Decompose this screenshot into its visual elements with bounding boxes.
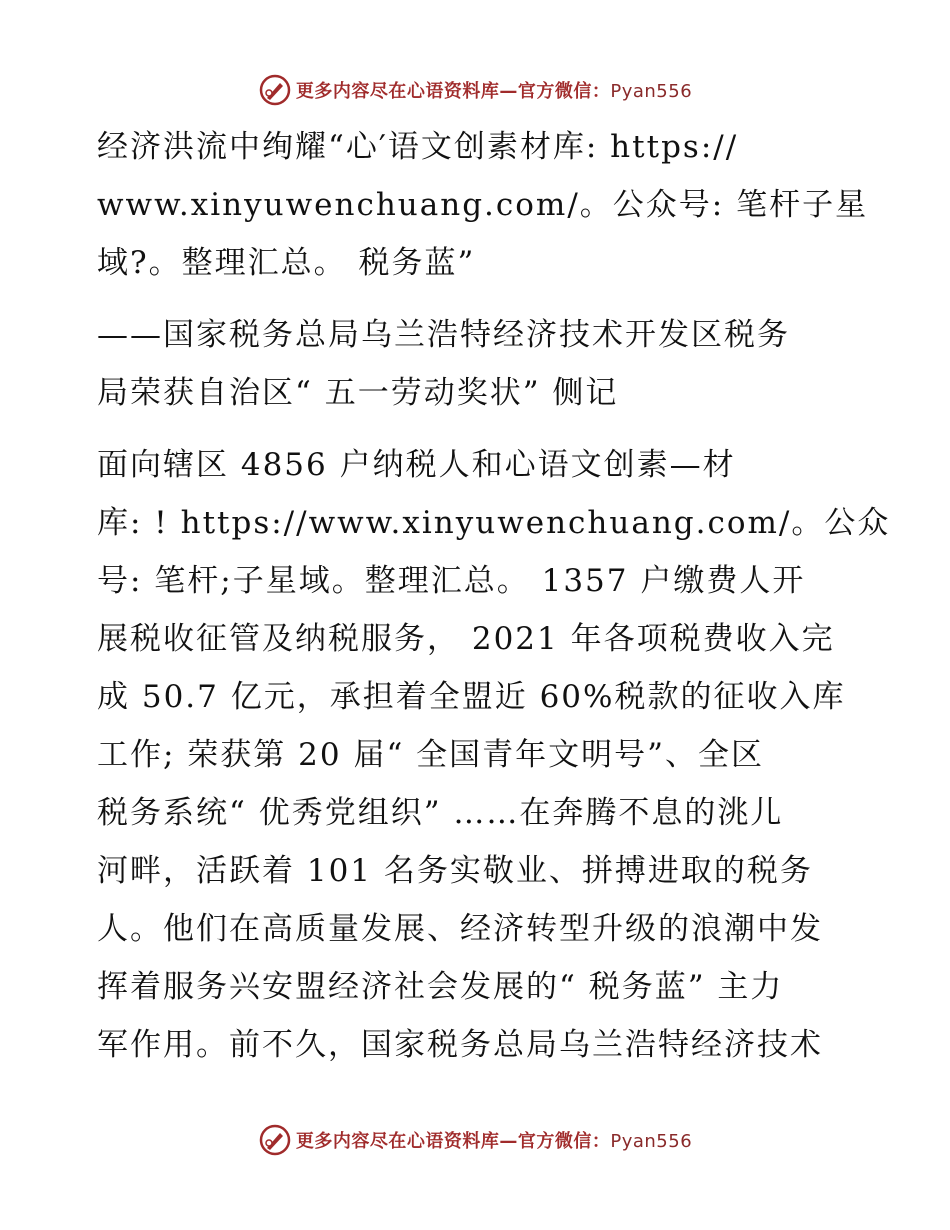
text-line: 挥着服务兴安盟经济社会发展的“ 税务蓝” 主力 xyxy=(97,969,784,1005)
text-line: 局荣获自治区“ 五一劳动奖状” 侧记 xyxy=(97,375,619,411)
text-line: 库: ! https://www.xinyuwenchuang.com/。公众 xyxy=(97,505,891,541)
text-line: 经济洪流中绚耀“心′语文创素材库: https:// xyxy=(97,129,739,165)
text-line: 人。他们在高质量发展、经济转型升级的浪潮中发 xyxy=(97,911,823,947)
text-line: 面向辖区 4856 户纳税人和心语文创素—材 xyxy=(97,447,736,483)
document-body xyxy=(97,118,891,1074)
paragraph-3 xyxy=(97,436,891,1074)
text-line: 展税收征管及纳税服务， 2021 年各项税费收入完 xyxy=(97,621,835,657)
text-line: 河畔，活跃着 101 名务实敬业、拼搏进取的税务 xyxy=(97,853,813,889)
wechat-id: Pyan556 xyxy=(610,1131,693,1152)
text-line: 域?。整理汇总。 税务蓝” xyxy=(97,245,476,281)
text-line: www.xinyuwenchuang.com/。公众号: 笔杆子星 xyxy=(97,187,869,223)
paragraph-1 xyxy=(97,118,869,292)
text-line: ——国家税务总局乌兰浩特经济技术开发区税务 xyxy=(97,317,790,353)
wechat-id: Pyan556 xyxy=(610,81,693,102)
text-line: 工作; 荣获第 20 届“ 全国青年文明号”、全区 xyxy=(97,737,765,773)
pen-logo-icon xyxy=(258,73,292,107)
text-line: 军作用。前不久，国家税务总局乌兰浩特经济技术 xyxy=(97,1027,823,1063)
footer-banner xyxy=(0,1118,950,1162)
text-line: 号: 笔杆;子星域。整理汇总。 1357 户缴费人开 xyxy=(97,563,806,599)
footer-banner-text: 更多内容尽在心语资料库—官方微信：Pyan556 xyxy=(295,1131,693,1152)
header-banner xyxy=(0,68,950,112)
text-line: 税务系统“ 优秀党组织” ……在奔腾不息的洮儿 xyxy=(97,795,784,831)
paragraph-2 xyxy=(97,306,857,422)
text-line: 成 50.7 亿元，承担着全盟近 60%税款的征收入库 xyxy=(97,679,846,715)
header-banner-text: 更多内容尽在心语资料库—官方微信：Pyan556 xyxy=(295,81,693,102)
pen-logo-icon xyxy=(258,1123,292,1157)
